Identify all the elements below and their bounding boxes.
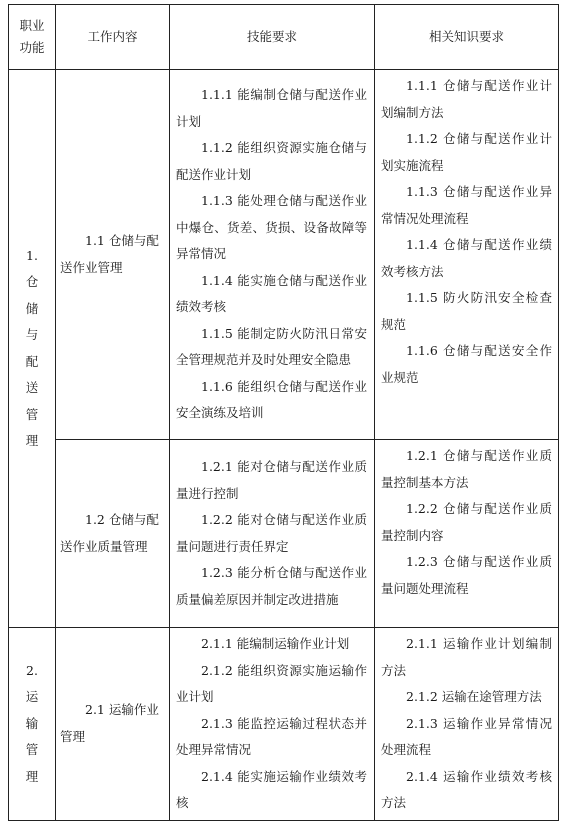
- work-content-cell: [56, 440, 170, 628]
- header-skill-requirements: 技能要求: [170, 5, 375, 70]
- table-row: [9, 70, 559, 440]
- skill-item: 1.1.4 能实施仓储与配送作业绩效考核: [176, 272, 367, 315]
- header-function: 职业 功能: [9, 5, 56, 70]
- skills-cell: [170, 440, 375, 628]
- knowledge-item: 1.1.1 仓储与配送作业计划编制方法: [381, 78, 552, 120]
- knowledge-item: 1.2.3 仓储与配送作业质量问题处理流程: [381, 554, 552, 596]
- skill-item: 1.1.1 能编制仓储与配送作业计划: [176, 87, 367, 129]
- work-content-cell: [56, 628, 170, 821]
- header-work-content: 工作内容: [56, 5, 170, 70]
- work-content-text: 1.2 仓储与配送作业质量管理: [60, 512, 159, 554]
- skill-item: 2.1.1 能编制运输作业计划: [201, 636, 350, 651]
- work-content-cell: [56, 70, 170, 440]
- knowledge-item: 1.2.1 仓储与配送作业质量控制基本方法: [381, 448, 552, 490]
- header-row: [9, 5, 559, 70]
- function-char: 管: [25, 742, 39, 757]
- function-char: 仓: [25, 274, 39, 289]
- function-cell-transport: [9, 628, 56, 821]
- skill-item: 1.2.3 能分析仓储与配送作业质量偏差原因并制定改进措施: [176, 565, 367, 607]
- knowledge-item: 2.1.2 运输在途管理方法: [406, 689, 542, 704]
- function-char: 输: [25, 715, 39, 731]
- skills-cell: [170, 628, 375, 821]
- skills-cell: [170, 70, 375, 440]
- function-cell-warehousing: [9, 70, 56, 628]
- knowledge-item: 2.1.3 运输作业异常情况处理流程: [381, 715, 552, 757]
- knowledge-item: 1.1.6 仓储与配送安全作业规范: [381, 343, 552, 385]
- table-row: [9, 440, 559, 628]
- function-char: 储: [25, 300, 39, 316]
- function-char: 理: [25, 433, 39, 448]
- knowledge-item: 1.1.4 仓储与配送作业绩效考核方法: [381, 237, 552, 279]
- knowledge-cell: [375, 628, 559, 821]
- function-number: 1.: [26, 247, 38, 263]
- skill-item: 2.1.3 能监控运输过程状态并处理异常情况: [176, 715, 367, 757]
- skill-item: 1.1.3 能处理仓储与配送作业中爆仓、货差、货损、设备故障等异常情况: [176, 193, 367, 262]
- knowledge-cell: [375, 440, 559, 628]
- function-char: 运: [25, 689, 39, 704]
- skill-item: 1.1.5 能制定防火防汛日常安全管理规范并及时处理安全隐患: [176, 325, 367, 368]
- header-knowledge-requirements: 相关知识要求: [375, 5, 559, 70]
- skill-item: 1.2.1 能对仓储与配送作业质量进行控制: [176, 459, 367, 501]
- knowledge-item: 1.1.3 仓储与配送作业异常情况处理流程: [381, 184, 552, 226]
- skill-item: 2.1.4 能实施运输作业绩效考核: [176, 768, 367, 810]
- knowledge-item: 2.1.1 运输作业计划编制方法: [381, 636, 552, 678]
- knowledge-item: 1.2.2 仓储与配送作业质量控制内容: [381, 501, 552, 543]
- skill-item: 1.2.2 能对仓储与配送作业质量问题进行责任界定: [176, 512, 367, 554]
- function-char: 配: [25, 353, 39, 369]
- occupational-standard-table: [8, 4, 559, 821]
- table-row: [9, 628, 559, 821]
- function-char: 送: [25, 380, 39, 395]
- function-char: 与: [25, 327, 39, 342]
- knowledge-cell: [375, 70, 559, 440]
- skill-item: 2.1.2 能组织资源实施运输作业计划: [176, 662, 367, 704]
- knowledge-item: 1.1.2 仓储与配送作业计划实施流程: [381, 131, 552, 173]
- knowledge-item: 1.1.5 防火防汛安全检查规范: [381, 290, 552, 332]
- knowledge-item: 2.1.4 运输作业绩效考核方法: [381, 768, 552, 810]
- function-char: 理: [25, 768, 39, 784]
- skill-item: 1.1.2 能组织资源实施仓储与配送作业计划: [176, 140, 367, 182]
- skill-item: 1.1.6 能组织仓储与配送作业安全演练及培训: [176, 378, 367, 421]
- function-char: 管: [25, 406, 39, 422]
- work-content-text: 2.1 运输作业管理: [60, 702, 159, 744]
- work-content-text: 1.1 仓储与配送作业管理: [60, 233, 159, 275]
- function-number: 2.: [26, 662, 38, 678]
